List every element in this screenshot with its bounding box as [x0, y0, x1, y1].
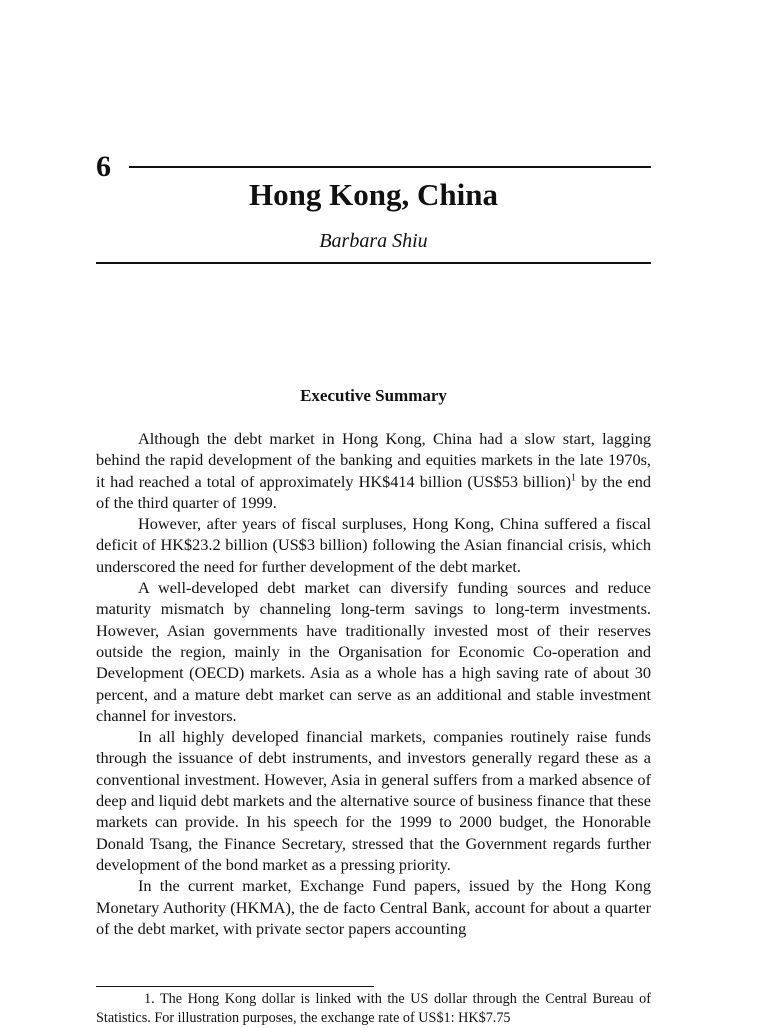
document-page — [96, 0, 651, 1024]
footnote-reference[interactable]: 1 — [571, 472, 577, 484]
paragraph: A well-developed debt market can diversify funding sources and reduce maturity mismatch by channeling long-term savings to long-term investments. However, Asian governments have traditionally invested most of their reserves outside the region, mainly in the Organisation for Economic Co-operation and Development (OECD) markets. Asia as a whole has a high saving rate of about 30 percent, and a mature debt market can serve as an additional and stable investment channel for investors. — [96, 578, 651, 725]
chapter-top-rule — [129, 166, 651, 168]
chapter-bottom-rule — [96, 262, 651, 264]
chapter-number: 6 — [96, 150, 111, 183]
footnote-text: 1. The Hong Kong dollar is linked with the US dollar through the Central Bureau of Statistics. For illustration purposes, the exchange rate of US$1: HK$7.75 — [96, 991, 651, 1026]
paragraph: In all highly developed financial markets, companies routinely raise funds through the issuance of debt instruments, and investors generally regard these as a conventional investment. However, Asia in general suffers from a marked absence of deep and liquid debt markets and the alternative source of business finance that these markets can provide. In his speech for the 1999 to 2000 budget, the Honorable Donald Tsang, the Finance Secretary, stressed that the Government regards further development of the bond market as a pressing priority. — [96, 727, 651, 874]
paragraph: Although the debt market in Hong Kong, China had a slow start, lagging behind the rapid development of the banking and equities markets in the late 1970s, it had reached a total of approximately HK$414 billion (US$53 billion)$^1$ by the end of the third quarter of 1999. — [96, 429, 652, 512]
section-heading: Executive Summary — [300, 386, 447, 405]
paragraph: However, after years of fiscal surpluses, Hong Kong, China suffered a fiscal deficit of HK$23.2 billion (US$3 billion) following the Asian financial crisis, which underscored the need for further development of the debt market. — [96, 514, 651, 576]
footnote — [96, 990, 651, 1028]
chapter-author: Barbara Shiu — [319, 230, 428, 252]
footnote-rule — [96, 986, 374, 987]
body-text — [96, 428, 651, 939]
paragraph: In the current market, Exchange Fund papers, issued by the Hong Kong Monetary Authority (HKMA), the de facto Central Bank, account for about a quarter of the debt market, with private sector papers accounting — [96, 876, 651, 938]
chapter-title: Hong Kong, China — [249, 177, 498, 212]
